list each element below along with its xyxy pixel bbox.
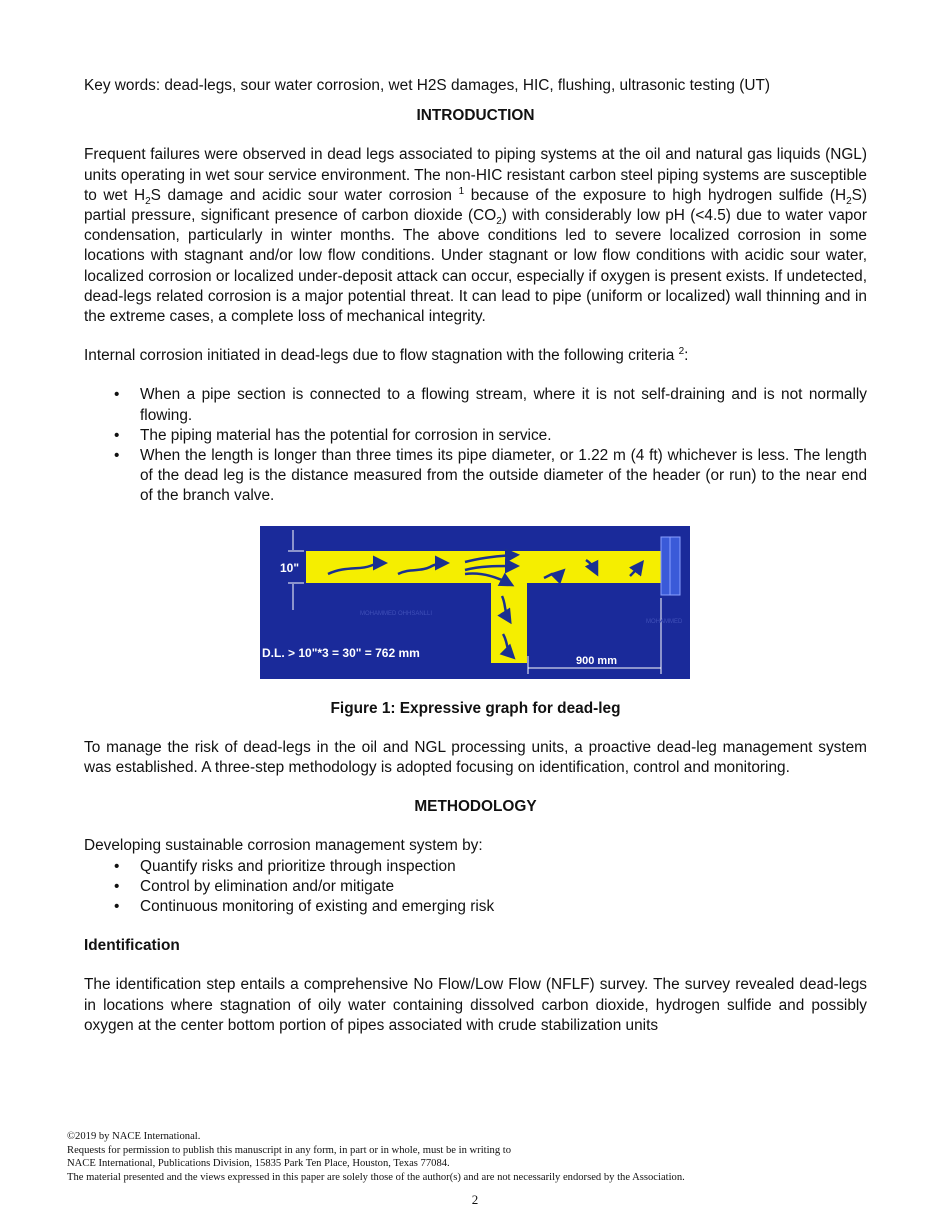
subscript: 2: [846, 195, 852, 207]
formula-label: D.L. > 10"*3 = 30" = 762 mm: [262, 645, 420, 660]
management-paragraph: To manage the risk of dead-legs in the oil and NGL processing units, a proactive dead-leg management system was established. A three-step methodology is adopted focusing on identification, control and monitoring.: [84, 738, 867, 777]
list-item-text: Quantify risks and prioritize through inspection: [140, 857, 456, 875]
text-run: ) with considerably low pH (<4.5) due to water vapor condensation, particularly in winter months. The above conditions led to severe localized corrosion in some locations with stagnant and/or low flow conditions. Under stagnant or low flow conditions with acidic sour water, localized corrosion or localized under-deposit attack can occur, especially if oxygen is present exists. If undetected, dead-legs related corrosion is a major potential threat. It can lead to pipe (uniform or localized) wall thinning and in the extreme cases, a complete loss of mechanical integrity.: [84, 207, 867, 326]
list-item-text: When the length is longer than three times its pipe diameter, or 1.22 m (4 ft) whichever is less. The length of the dead leg is the distance measured from the outside diameter of the header (or run) to the near end of the branch valve.: [140, 447, 867, 505]
bullet-icon: •: [114, 447, 120, 465]
text-run: S) partial pressure, significant presence of carbon dioxide (CO: [84, 186, 868, 225]
bullet-icon: •: [114, 426, 120, 444]
text-run: S damage and acidic sour water corrosion: [150, 186, 459, 204]
methodology-list: [84, 857, 867, 918]
watermark-text: MOHAMMED OHHSANLLI: [360, 610, 433, 617]
list-item: [84, 385, 867, 425]
subscript: 2: [145, 195, 151, 207]
keywords-line: Key words: dead-legs, sour water corrosion, wet H2S damages, HIC, flushing, ultrasonic testing (UT): [84, 77, 771, 94]
identification-paragraph: The identification step entails a comprehensive No Flow/Low Flow (NFLF) survey. The survey revealed dead-legs in locations where stagnation of oily water containing dissolved carbon dioxide, hydrogen sulfide and possibly oxygen at the center bottom portion of pipes associated with crude stabilization units: [84, 976, 867, 1034]
methodology-intro: Developing sustainable corrosion management system by:: [84, 837, 483, 855]
copyright-footer: [67, 1130, 887, 1185]
list-item: [84, 426, 867, 446]
footer-line: Requests for permission to publish this manuscript in any form, in part or in whole, must be in writing to: [67, 1144, 512, 1156]
list-item-text: The piping material has the potential for corrosion in service.: [140, 426, 552, 444]
citation-ref: 1: [458, 185, 465, 197]
list-item-text: Control by elimination and/or mitigate: [140, 877, 395, 895]
dead-leg-figure: [260, 526, 690, 679]
text-run: :: [684, 347, 689, 365]
diameter-label: 10": [280, 560, 300, 575]
text-run: because of the exposure to high hydrogen sulfide (H: [464, 186, 847, 204]
intro-paragraph-1: [84, 145, 867, 327]
figure-caption: Figure 1: Expressive graph for dead-leg: [330, 699, 621, 717]
list-item: [84, 857, 867, 877]
methodology-heading: METHODOLOGY: [414, 798, 537, 816]
criteria-list: [84, 385, 867, 506]
list-item-text: Continuous monitoring of existing and emerging risk: [140, 898, 495, 916]
list-item: [84, 446, 867, 507]
list-item-text: When a pipe section is connected to a flowing stream, where it is not self-draining and is not normally flowing.: [140, 386, 867, 424]
introduction-heading: INTRODUCTION: [416, 107, 535, 125]
bullet-icon: •: [114, 386, 120, 404]
page-number: 2: [471, 1192, 479, 1207]
list-item: [84, 897, 867, 917]
subscript: 2: [496, 216, 502, 228]
citation-ref: 2: [678, 346, 685, 358]
bullet-icon: •: [114, 898, 120, 916]
identification-heading: Identification: [84, 937, 180, 955]
text-run: Frequent failures were observed in dead legs associated to piping systems at the oil and natural gas liquids (NGL) units operating in wet sour service environment. The non-HIC resistant carbon steel piping systems are susceptible to wet H: [84, 146, 867, 204]
footer-line: ©2019 by NACE International.: [67, 1131, 201, 1142]
length-label: 900 mm: [576, 654, 617, 667]
text-run: Internal corrosion initiated in dead-legs due to flow stagnation with the following criteria: [84, 347, 679, 365]
bullet-icon: •: [114, 877, 120, 895]
footer-line: The material presented and the views expressed in this paper are solely those of the author(s) and are not necessarily endorsed by the Association.: [67, 1172, 685, 1184]
paper-page: [84, 76, 867, 1055]
intro-paragraph-2: [84, 346, 867, 366]
list-item: [84, 877, 867, 897]
dead-leg-diagram: [260, 526, 690, 679]
watermark-text: MOHAMMED: [646, 618, 683, 625]
footer-line: NACE International, Publications Division, 15835 Park Ten Place, Houston, Texas 77084.: [67, 1158, 450, 1170]
bullet-icon: •: [114, 857, 120, 875]
